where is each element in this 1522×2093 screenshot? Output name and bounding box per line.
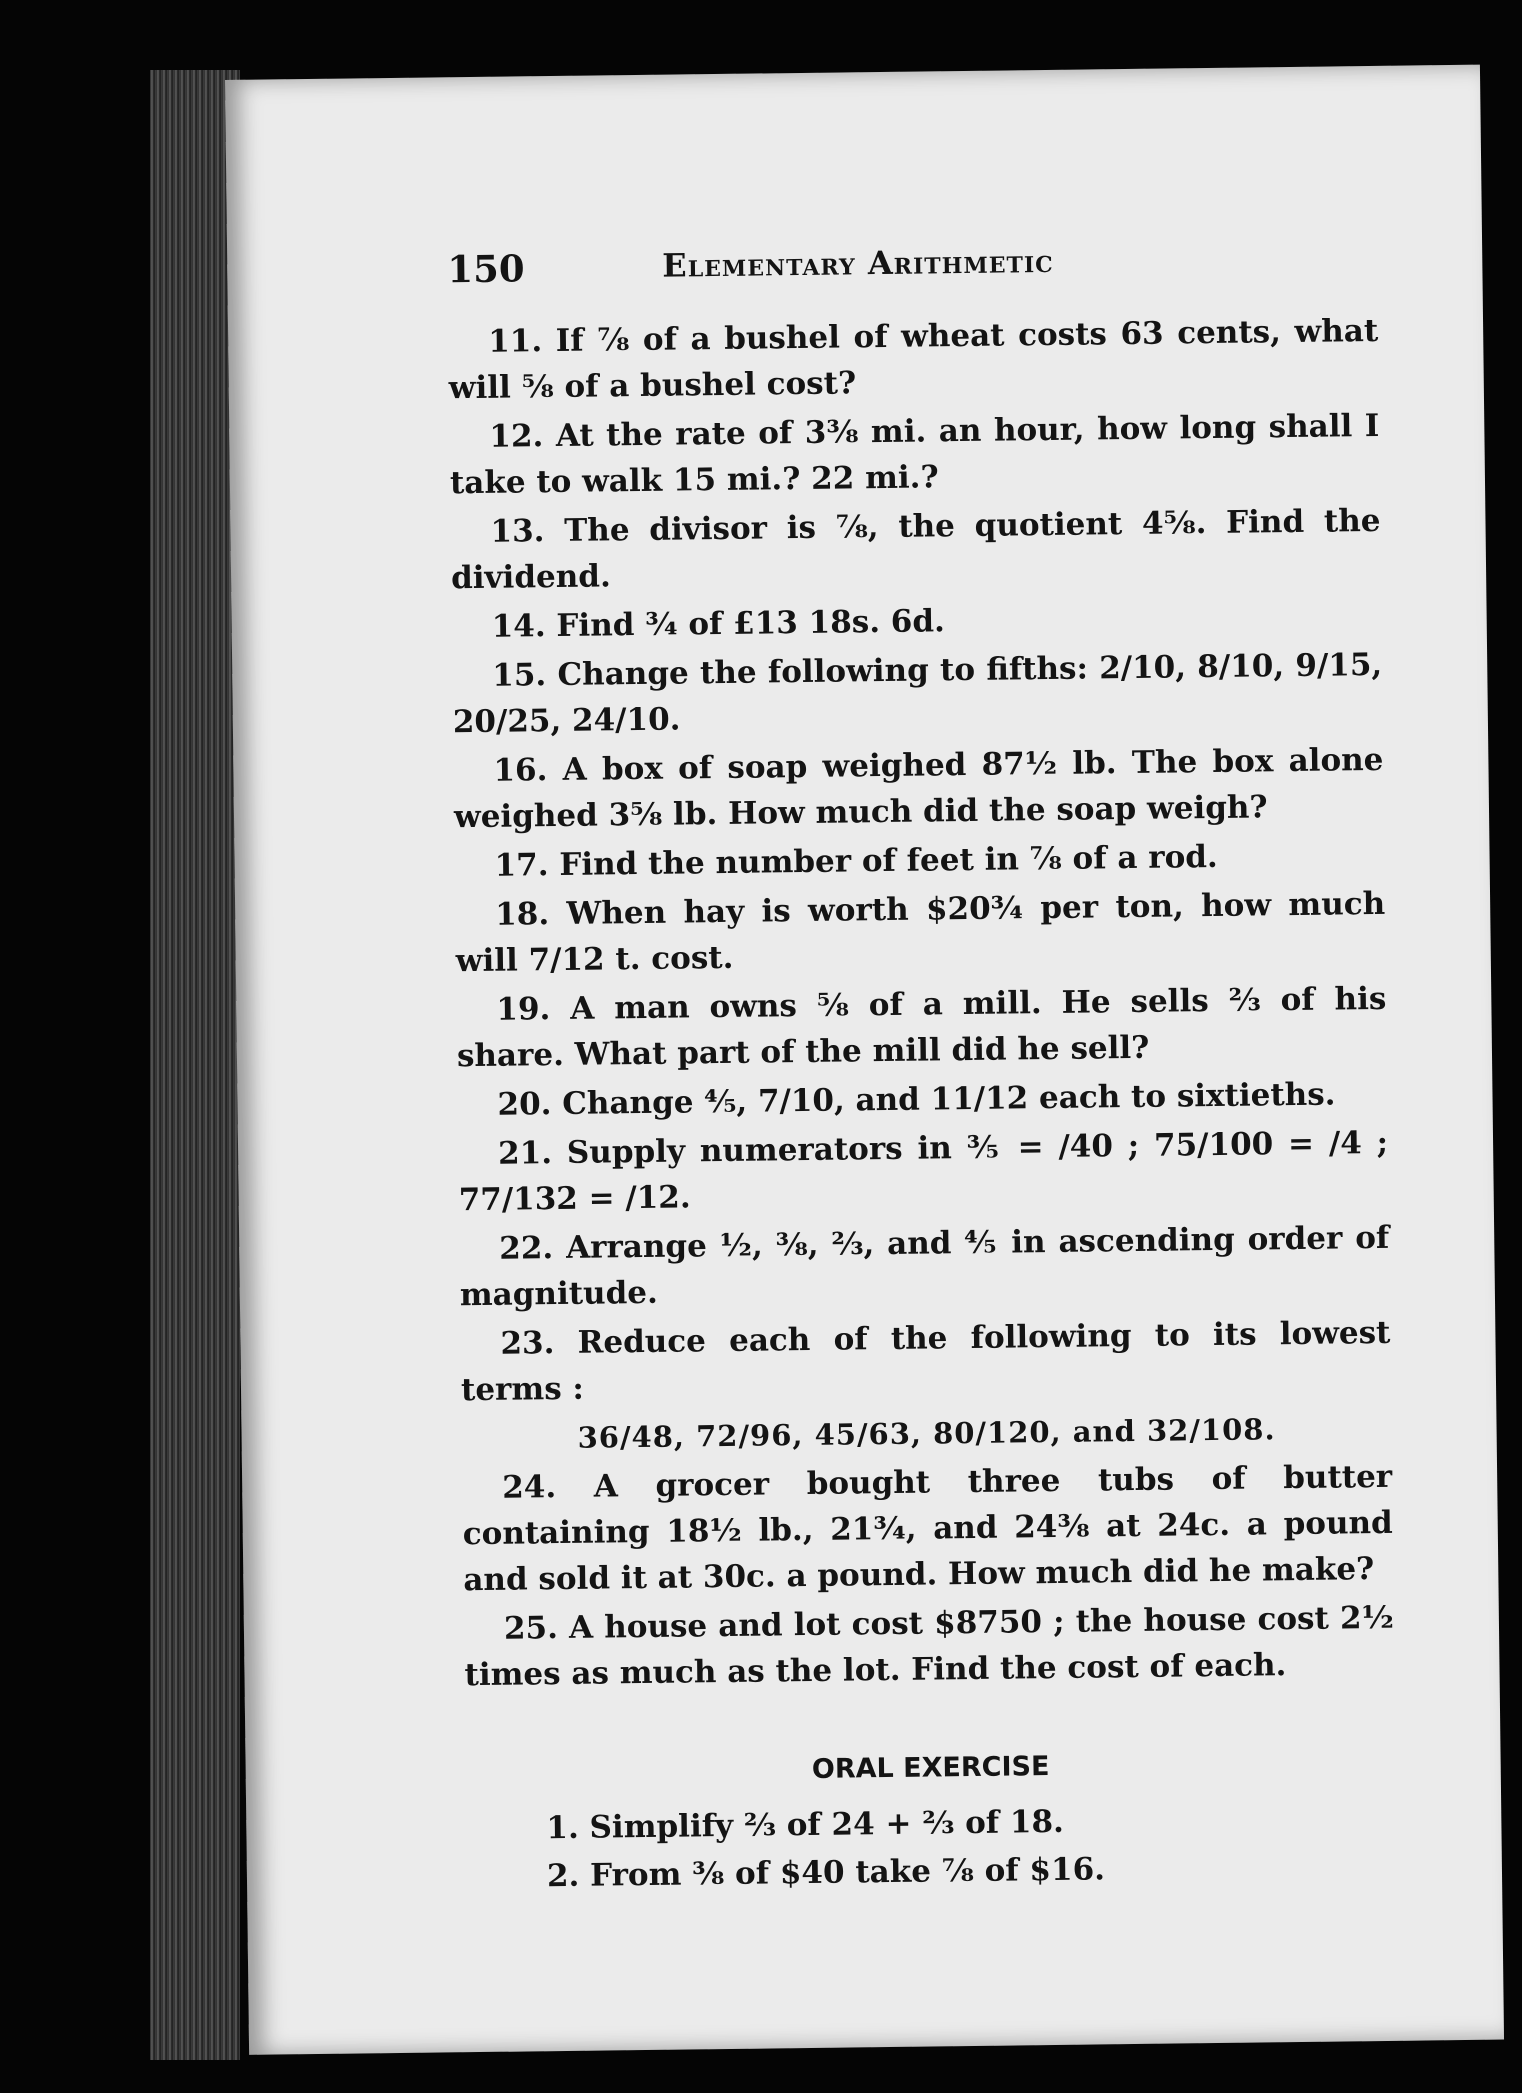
problem-13: 13. The divisor is ⅞, the quotient 4⅝. Find the dividend. xyxy=(450,502,1381,597)
oral-exercise-heading: ORAL EXERCISE xyxy=(811,1751,1050,1785)
problem-22: 22. Arrange ½, ⅜, ⅔, and ⅘ in ascending order of magnitude. xyxy=(459,1219,1390,1314)
problem-23: 23. Reduce each of the following to its lowest terms : xyxy=(460,1314,1391,1409)
oral-exercise-item-2: 2. From ⅜ of $40 take ⅞ of $16. xyxy=(546,1851,1106,1895)
problem-15: 15. Change the following to fifths: 2/10, 8/10, 9/15, 20/25, 24/10. xyxy=(452,646,1383,741)
running-head: Elementary Arithmetic xyxy=(662,241,1054,285)
problem-16: 16. A box of soap weighed 87½ lb. The box alone weighed 3⅝ lb. How much did the soap weigh? xyxy=(453,741,1384,836)
page-number: 150 xyxy=(447,246,525,292)
problem-24: 24. A grocer bought three tubs of butter containing 18½ lb., 21¾, and 24⅜ at 24c. a pound and sold it at 30c. a pound. How much did he make? xyxy=(462,1458,1393,1599)
problem-11: 11. If ⅞ of a bushel of wheat costs 63 cents, what will ⅝ of a bushel cost? xyxy=(448,312,1379,407)
problem-list xyxy=(448,308,1395,1698)
book-page xyxy=(225,65,1504,2055)
book-page-edges xyxy=(150,70,240,2060)
problem-20: 20. Change ⅘, 7/10, and 11/12 each to sixtieths. xyxy=(497,1076,1336,1123)
problem-21: 21. Supply numerators in ⅗ = /40 ; 75/100 = /4 ; 77/132 = /12. xyxy=(458,1124,1389,1219)
problem-19: 19. A man owns ⅝ of a mill. He sells ⅔ of his share. What part of the mill did he sell? xyxy=(456,980,1387,1075)
problem-17: 17. Find the number of feet in ⅞ of a rod. xyxy=(494,838,1218,884)
problem-23-fractions: 36/48, 72/96, 45/63, 80/120, and 32/108. xyxy=(577,1412,1276,1455)
problem-12: 12. At the rate of 3⅜ mi. an hour, how long shall I take to walk 15 mi.? 22 mi.? xyxy=(449,407,1380,502)
oral-exercise-item-1: 1. Simplify ⅔ of 24 + ⅔ of 18. xyxy=(546,1803,1065,1847)
page-content xyxy=(447,236,1397,1901)
problem-14: 14. Find ¾ of £13 18s. 6d. xyxy=(491,603,946,645)
problem-25: 25. A house and lot cost $8750 ; the house cost 2½ times as much as the lot. Find the cost of each. xyxy=(464,1599,1395,1694)
page-header xyxy=(447,236,1378,307)
problem-18: 18. When hay is worth $20¾ per ton, how much will 7/12 t. cost. xyxy=(455,885,1386,980)
